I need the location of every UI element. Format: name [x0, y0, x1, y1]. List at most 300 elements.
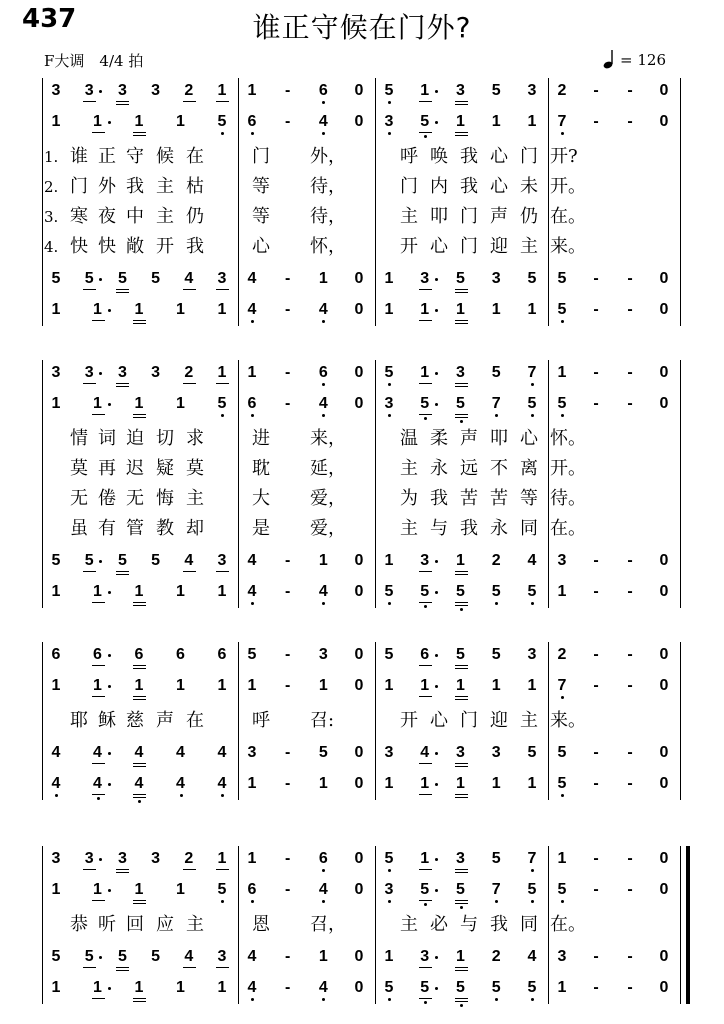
octave-dot	[424, 605, 427, 608]
augmentation-dot	[435, 858, 438, 861]
note: -	[284, 552, 291, 569]
underline	[83, 289, 96, 290]
lyric-syllable: 无	[126, 488, 144, 509]
note: 3	[491, 270, 501, 287]
note: 4	[176, 744, 185, 761]
underline	[455, 132, 468, 133]
underline	[419, 967, 432, 968]
underline	[419, 414, 432, 415]
lyric-syllable: 谁	[70, 146, 88, 167]
lyric-syllable: 管	[126, 518, 144, 539]
underline	[455, 135, 468, 136]
note: 3	[384, 113, 394, 130]
note: 6	[420, 646, 430, 663]
augmentation-dot	[435, 783, 438, 786]
lyric-syllable: 在。	[550, 206, 586, 227]
note: 2	[184, 850, 194, 867]
underline	[455, 605, 468, 606]
lyric-syllable: 心	[430, 710, 448, 731]
octave-dot	[322, 132, 325, 135]
note: 3	[117, 364, 127, 381]
note: 1	[491, 113, 501, 130]
barline	[548, 360, 549, 608]
note: -	[593, 850, 599, 867]
augmentation-dot	[108, 654, 111, 657]
octave-dot	[322, 101, 325, 104]
lyric-syllable: 主	[520, 710, 538, 731]
note: 0	[354, 979, 364, 996]
underline	[133, 900, 146, 901]
note: -	[284, 583, 291, 600]
note: 1	[134, 301, 144, 318]
note: 1	[51, 583, 61, 600]
underline	[419, 132, 432, 133]
note: 0	[354, 364, 364, 381]
note: 0	[354, 744, 364, 761]
augmentation-dot	[435, 309, 438, 312]
note: -	[593, 552, 599, 569]
note: -	[627, 364, 633, 381]
note: 1	[384, 948, 394, 965]
underline	[133, 794, 146, 795]
augmentation-dot	[99, 278, 102, 281]
augmentation-dot	[435, 654, 438, 657]
lyric-syllable: 我	[430, 488, 448, 509]
note: -	[627, 301, 633, 318]
note: -	[593, 583, 599, 600]
underline	[133, 903, 146, 904]
note: 1	[384, 552, 394, 569]
underline	[183, 383, 196, 384]
augmentation-dot	[99, 560, 102, 563]
note: 1	[176, 395, 185, 412]
lyric-syllable: 求	[186, 428, 204, 449]
note: 3	[384, 395, 394, 412]
underline	[216, 869, 229, 870]
note: 1	[456, 677, 465, 694]
octave-dot	[388, 132, 391, 135]
note: 1	[247, 677, 257, 694]
lyric-syllable: 为	[400, 488, 418, 509]
note: -	[627, 552, 633, 569]
octave-dot	[97, 797, 100, 800]
octave-dot	[251, 132, 254, 135]
note: 5	[84, 552, 94, 569]
note: -	[627, 646, 633, 663]
note: 5	[384, 646, 394, 663]
note: 0	[354, 583, 364, 600]
note: 1	[384, 301, 394, 318]
note: 1	[217, 583, 227, 600]
lyric-syllable: 敞	[126, 236, 144, 257]
underline	[116, 289, 129, 290]
lyric-syllable: 心	[490, 146, 508, 167]
underline	[455, 696, 468, 697]
augmentation-dot	[99, 90, 102, 93]
note: -	[284, 364, 291, 381]
underline	[133, 696, 146, 697]
octave-dot	[388, 101, 391, 104]
note: 4	[527, 552, 537, 569]
underline	[455, 574, 468, 575]
note: 1	[93, 881, 102, 898]
note: -	[284, 881, 291, 898]
lyric-syllable: 再	[98, 458, 116, 479]
barline	[42, 78, 43, 326]
note: 1	[217, 364, 227, 381]
underline	[455, 571, 468, 572]
note: 0	[354, 395, 364, 412]
octave-dot	[531, 602, 534, 605]
note: -	[627, 113, 633, 130]
barline	[548, 78, 549, 326]
note: 1	[420, 677, 430, 694]
note: 5	[51, 552, 61, 569]
underline	[92, 763, 105, 764]
note: -	[627, 881, 633, 898]
octave-dot	[251, 320, 254, 323]
underline	[455, 763, 468, 764]
note: 3	[384, 881, 394, 898]
note: 4	[247, 948, 257, 965]
octave-dot	[322, 383, 325, 386]
note: 1	[456, 775, 465, 792]
note: 5	[117, 270, 127, 287]
note: 3	[420, 552, 430, 569]
note: 5	[420, 583, 430, 600]
note: 1	[557, 364, 567, 381]
underline	[92, 414, 105, 415]
note: 5	[557, 301, 567, 318]
lyric-syllable: 耽	[252, 458, 270, 479]
underline	[83, 869, 96, 870]
lyric-syllable: 苦	[490, 488, 508, 509]
note: 3	[217, 948, 227, 965]
barline	[375, 360, 376, 608]
augmentation-dot	[435, 987, 438, 990]
note: 3	[384, 744, 394, 761]
lyric-syllable: 大	[252, 488, 270, 509]
lyric-syllable: 寒	[70, 206, 88, 227]
note: 3	[557, 552, 567, 569]
augmentation-dot	[99, 956, 102, 959]
underline	[133, 320, 146, 321]
note: 5	[527, 744, 537, 761]
barline	[680, 360, 681, 608]
note: 1	[557, 583, 567, 600]
underline	[455, 903, 468, 904]
note: 2	[491, 948, 501, 965]
note: 3	[527, 82, 537, 99]
note: 1	[134, 979, 144, 996]
note: 7	[527, 850, 537, 867]
lyric-syllable: 主	[156, 176, 174, 197]
note: 1	[247, 364, 257, 381]
underline	[116, 383, 129, 384]
octave-dot	[460, 608, 463, 611]
underline	[216, 967, 229, 968]
lyric-syllable: 莫	[70, 458, 88, 479]
note: 5	[117, 552, 127, 569]
underline	[455, 602, 468, 603]
underline	[83, 571, 96, 572]
note: 1	[456, 301, 465, 318]
note: 3	[151, 850, 161, 867]
note: -	[627, 583, 633, 600]
note: 3	[217, 270, 227, 287]
note: 5	[384, 583, 394, 600]
note: 3	[420, 948, 430, 965]
note: -	[627, 850, 633, 867]
underline	[116, 967, 129, 968]
note: -	[627, 948, 633, 965]
note: 5	[527, 979, 537, 996]
note: -	[284, 979, 291, 996]
note: 4	[247, 301, 257, 318]
barline	[375, 846, 376, 1004]
underline	[83, 967, 96, 968]
barline	[42, 360, 43, 608]
note: 5	[456, 395, 465, 412]
lyric-syllable: 永	[430, 458, 448, 479]
octave-dot	[251, 414, 254, 417]
note: 5	[456, 979, 465, 996]
note: 4	[318, 395, 328, 412]
underline	[419, 320, 432, 321]
underline	[455, 386, 468, 387]
underline	[133, 668, 146, 669]
note: 4	[184, 948, 194, 965]
note: 3	[491, 744, 501, 761]
underline	[133, 998, 146, 999]
lyric-syllable: 门	[460, 710, 478, 731]
lyric-syllable: 虽	[70, 518, 88, 539]
note: 1	[384, 270, 394, 287]
note: 5	[527, 881, 537, 898]
note: 5	[491, 364, 501, 381]
octave-dot	[561, 900, 564, 903]
underline	[92, 794, 105, 795]
note: 7	[527, 364, 537, 381]
note: 1	[134, 881, 144, 898]
underline	[216, 101, 229, 102]
lyric-syllable: 迟	[126, 458, 144, 479]
note: 3	[456, 82, 465, 99]
lyric-syllable: 来。	[550, 236, 586, 257]
note: -	[627, 395, 633, 412]
barline	[680, 846, 681, 1004]
lyric-syllable: 门	[70, 176, 88, 197]
note: -	[593, 775, 599, 792]
lyric-syllable: 不	[490, 458, 508, 479]
note: 1	[51, 395, 61, 412]
underline	[133, 763, 146, 764]
note: -	[284, 744, 291, 761]
note: 4	[247, 270, 257, 287]
underline	[133, 414, 146, 415]
augmentation-dot	[108, 783, 111, 786]
lyric-syllable: 门	[400, 176, 418, 197]
note: 5	[84, 948, 94, 965]
note: 1	[176, 113, 185, 130]
note: 7	[557, 677, 567, 694]
lyric-syllable: 同	[520, 518, 538, 539]
note: 3	[84, 850, 94, 867]
lyric-syllable: 怀。	[550, 428, 586, 449]
verse-number: 2.	[44, 178, 59, 196]
underline	[116, 571, 129, 572]
barline	[680, 78, 681, 326]
augmentation-dot	[108, 403, 111, 406]
underline	[92, 320, 105, 321]
note: 1	[527, 677, 537, 694]
note: 5	[557, 775, 567, 792]
note: -	[593, 646, 599, 663]
note: 7	[557, 113, 567, 130]
note: 4	[420, 744, 430, 761]
lyric-syllable: 与	[430, 518, 448, 539]
verse-number: 4.	[44, 238, 59, 256]
lyric-syllable: 开。	[550, 176, 586, 197]
lyric-syllable: 心	[490, 176, 508, 197]
lyric-syllable: 回	[126, 914, 144, 935]
lyric-syllable: 来，	[310, 428, 346, 449]
note: 1	[93, 979, 102, 996]
octave-dot	[388, 869, 391, 872]
note: 1	[557, 979, 567, 996]
note: 3	[51, 82, 61, 99]
barline	[548, 846, 549, 1004]
note: 1	[420, 301, 430, 318]
note: -	[284, 677, 291, 694]
lyric-syllable: 内	[430, 176, 448, 197]
note: 5	[491, 979, 501, 996]
note: 1	[217, 979, 227, 996]
lyric-syllable: 耶	[70, 710, 88, 731]
note: 1	[93, 677, 102, 694]
note: 2	[184, 82, 194, 99]
note: 1	[134, 395, 144, 412]
note: 4	[247, 552, 257, 569]
octave-dot	[531, 869, 534, 872]
note: 3	[117, 850, 127, 867]
note: -	[627, 677, 633, 694]
lyric-syllable: 主	[156, 206, 174, 227]
augmentation-dot	[108, 685, 111, 688]
note: 4	[184, 270, 194, 287]
note: 4	[93, 775, 102, 792]
note: 6	[247, 395, 257, 412]
note: 0	[659, 881, 669, 898]
augmentation-dot	[435, 90, 438, 93]
lyric-syllable: 门	[520, 146, 538, 167]
note: -	[284, 301, 291, 318]
note: 2	[557, 646, 567, 663]
note: 3	[217, 552, 227, 569]
lyric-syllable: 我	[186, 236, 204, 257]
note: 0	[354, 82, 364, 99]
barline	[42, 642, 43, 800]
lyric-syllable: 怀，	[310, 236, 346, 257]
lyric-syllable: 慈	[126, 710, 144, 731]
underline	[455, 970, 468, 971]
note: -	[627, 744, 633, 761]
underline	[92, 900, 105, 901]
note: 1	[456, 552, 465, 569]
note: 5	[420, 395, 430, 412]
note: 0	[354, 646, 364, 663]
note: -	[284, 646, 291, 663]
underline	[455, 665, 468, 666]
note: 1	[176, 979, 185, 996]
lyric-syllable: 召，	[310, 914, 346, 935]
lyric-syllable: 迫	[126, 428, 144, 449]
note: 1	[491, 775, 501, 792]
note: 4	[217, 744, 227, 761]
underline	[116, 101, 129, 102]
augmentation-dot	[435, 278, 438, 281]
underline	[455, 668, 468, 669]
lyric-syllable: 爱，	[310, 518, 346, 539]
underline	[419, 998, 432, 999]
note: -	[593, 395, 599, 412]
lyric-syllable: 等	[252, 176, 270, 197]
note: 4	[247, 583, 257, 600]
note: 4	[318, 301, 328, 318]
underline	[133, 323, 146, 324]
note: 1	[93, 113, 102, 130]
key-meter: F大调 4/4 拍	[44, 52, 144, 70]
note: 3	[151, 364, 161, 381]
note: 1	[134, 677, 144, 694]
note: 6	[176, 646, 185, 663]
note: 5	[491, 583, 501, 600]
octave-dot	[180, 794, 183, 797]
lyric-syllable: 稣	[98, 710, 116, 731]
note: 4	[318, 881, 328, 898]
note: 0	[354, 270, 364, 287]
augmentation-dot	[108, 889, 111, 892]
octave-dot	[251, 998, 254, 1001]
quarter-note-icon	[602, 49, 618, 69]
octave-dot	[495, 602, 498, 605]
note: 1	[420, 82, 430, 99]
note: 1	[217, 677, 227, 694]
lyric-syllable: 温	[400, 428, 418, 449]
lyric-syllable: 疑	[156, 458, 174, 479]
note: 5	[527, 270, 537, 287]
underline	[92, 665, 105, 666]
note: 0	[354, 881, 364, 898]
lyric-syllable: 心	[252, 236, 270, 257]
lyric-syllable: 声	[460, 428, 478, 449]
note: 0	[659, 552, 669, 569]
note: 3	[51, 364, 61, 381]
lyric-syllable: 开	[156, 236, 174, 257]
augmentation-dot	[435, 889, 438, 892]
note: 6	[318, 82, 328, 99]
underline	[419, 794, 432, 795]
note: 5	[420, 881, 430, 898]
lyric-syllable: 悔	[156, 488, 174, 509]
note: 1	[93, 395, 102, 412]
octave-dot	[388, 414, 391, 417]
lyric-syllable: 心	[520, 428, 538, 449]
note: 5	[491, 82, 501, 99]
underline	[419, 101, 432, 102]
underline	[183, 967, 196, 968]
underline	[92, 132, 105, 133]
